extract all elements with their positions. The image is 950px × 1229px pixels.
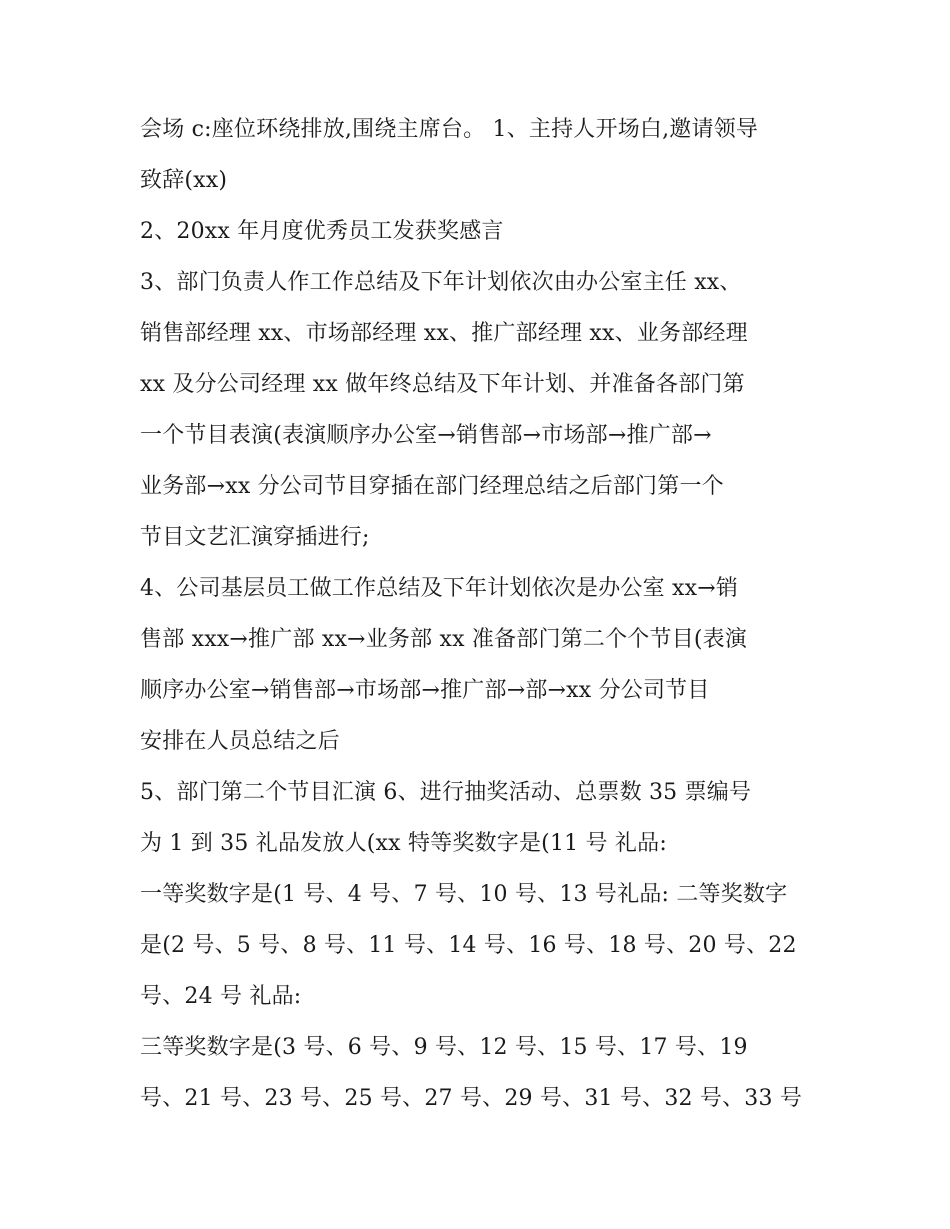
text-line: 为 1 到 35 礼品发放人(xx 特等奖数字是(11 号 礼品:	[140, 831, 667, 856]
document-body	[140, 104, 820, 1124]
text-line: 2、20xx 年月度优秀员工发获奖感言	[140, 219, 504, 244]
text-line: 致辞(xx)	[140, 168, 228, 193]
text-line: 号、21 号、23 号、25 号、27 号、29 号、31 号、32 号、33 号	[140, 1086, 803, 1111]
text-line: 一个节目表演(表演顺序办公室→销售部→市场部→推广部→	[140, 423, 712, 448]
text-line: 号、24 号 礼品:	[140, 984, 302, 1009]
text-line: 3、部门负责人作工作总结及下年计划依次由办公室主任 xx、	[140, 270, 742, 295]
text-line: 业务部→xx 分公司节目穿插在部门经理总结之后部门第一个	[140, 474, 724, 499]
text-line: 一等奖数字是(1 号、4 号、7 号、10 号、13 号礼品: 二等奖数字	[140, 882, 788, 907]
text-line: 是(2 号、5 号、8 号、11 号、14 号、16 号、18 号、20 号、22	[140, 933, 797, 958]
text-line: xx 及分公司经理 xx 做年终总结及下年计划、并准备各部门第	[140, 372, 745, 397]
text-line: 三等奖数字是(3 号、6 号、9 号、12 号、15 号、17 号、19	[140, 1035, 748, 1060]
text-line: 销售部经理 xx、市场部经理 xx、推广部经理 xx、业务部经理	[140, 321, 748, 346]
text-line: 会场 c:座位环绕排放,围绕主席台。 1、主持人开场白,邀请领导	[140, 117, 759, 142]
text-line: 售部 xxx→推广部 xx→业务部 xx 准备部门第二个个节目(表演	[140, 627, 748, 652]
text-line: 节目文艺汇演穿插进行;	[140, 525, 370, 550]
text-line: 5、部门第二个节目汇演 6、进行抽奖活动、总票数 35 票编号	[140, 780, 752, 805]
text-line: 安排在人员总结之后	[140, 729, 340, 754]
text-line: 顺序办公室→销售部→市场部→推广部→部→xx 分公司节目	[140, 678, 710, 703]
text-line: 4、公司基层员工做工作总结及下年计划依次是办公室 xx→销	[140, 576, 739, 601]
